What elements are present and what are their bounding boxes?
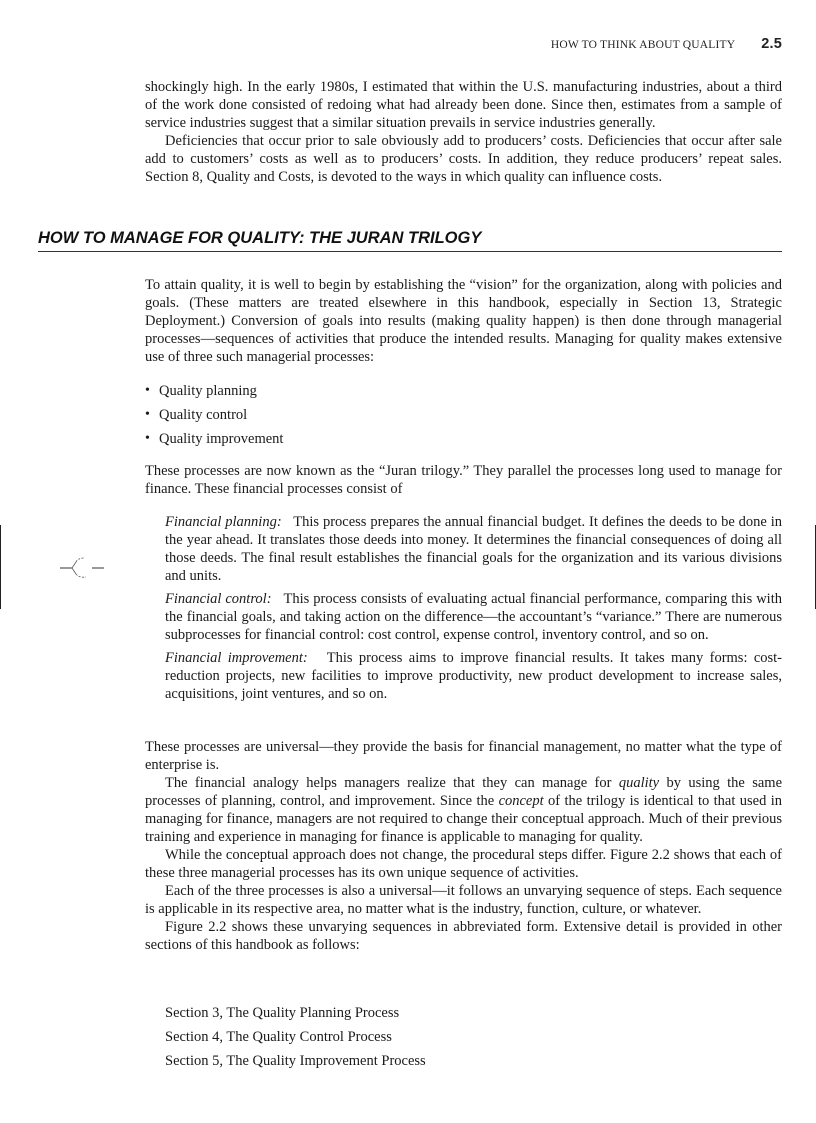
- universal-paragraph: These processes are universal—they provide the basis for financial management, no matter what the type of enterprise is.: [145, 739, 782, 773]
- left-edge-mark: [0, 525, 1, 609]
- bullet-label: Quality improvement: [159, 431, 284, 447]
- list-item: [145, 430, 782, 454]
- running-title: HOW TO THINK ABOUT QUALITY: [550, 39, 736, 51]
- list-item: Section 4, The Quality Control Process: [165, 1029, 392, 1045]
- financial-planning-text: This process prepares the annual financial budget. It defines the deeds to be done in the year ahead. It translates those deeds into money. It determines the financial consequences of doing all those deeds. The final result establishes the financial goals for the organization and its various divisions and units.: [165, 514, 783, 584]
- financial-control-text: This process consists of evaluating actual financial performance, comparing this with the financial goals, and taking action on the difference—the accountant’s “variance.” There are numerous subprocesses for financial control: cost control, expense control, inventory control, and so on.: [165, 591, 782, 643]
- bullet-icon: •: [145, 407, 150, 422]
- procedural-paragraph: While the conceptual approach does not change, the procedural steps differ. Figure 2.2 shows that each of these three managerial processes has its own unique sequence of activities.: [145, 847, 782, 881]
- analogy-text-c: of the trilogy is identical to that used in managing for finance, managers are not required to change their conceptual approach. Much of their previous training and experience in managing for finance is applicable to managing for quality.: [145, 793, 783, 845]
- list-item: Section 5, The Quality Improvement Process: [165, 1053, 426, 1069]
- financial-planning-item: [165, 513, 782, 585]
- trilogy-paragraph-1: To attain quality, it is well to begin by establishing the “vision” for the organization, along with policies and goals. (These matters are treated elsewhere in this handbook, especially in Section 13, Strategic Deployment.) Conversion of goals into results (making quality happen) is then done through managerial processes—sequences of activities that produce the intended results. Managing for quality makes extensive use of three such managerial processes:: [145, 277, 782, 365]
- trilogy-paragraph-2: These processes are now known as the “Juran trilogy.” They parallel the processes long used to manage for finance. These financial processes consist of: [145, 463, 782, 497]
- financial-improvement-text: This process aims to improve financial results. It takes many forms: cost-reduction projects, new facilities to improve productivity, new product development to increase sales, acquisitions, joint ventures, and so on.: [165, 650, 783, 702]
- intro-text: [145, 78, 782, 186]
- analogy-text-a: The financial analogy helps managers realize that they can manage for: [165, 775, 619, 791]
- analogy-text-b: by using the same processes of planning, control, and improvement. Since the: [145, 775, 783, 809]
- trilogy-body: [145, 738, 782, 954]
- intro-paragraph-2: Deficiencies that occur prior to sale obviously add to producers’ costs. Deficiencies that occur after sale add to customers’ costs as well as to producers’ costs. In addition, they reduce producers’ repeat sales. Section 8, Quality and Costs, is devoted to the ways in which quality can influence costs.: [145, 133, 782, 185]
- finance-intro: [145, 462, 782, 498]
- trilogy-intro: [145, 276, 782, 366]
- financial-improvement-item: [165, 649, 782, 703]
- bullet-label: Quality planning: [159, 383, 257, 399]
- section-heading: HOW TO MANAGE FOR QUALITY: THE JURAN TRILOGY: [38, 229, 782, 252]
- bullet-list: [145, 382, 782, 454]
- list-item: [145, 406, 782, 430]
- page-number: 2.5: [761, 36, 782, 52]
- financial-control-term: Financial control:: [165, 591, 272, 607]
- process-bullets: [145, 382, 782, 454]
- bullet-icon: •: [145, 431, 150, 446]
- list-item: [145, 382, 782, 406]
- list-item: Section 3, The Quality Planning Process: [165, 1005, 400, 1021]
- financial-processes: [145, 513, 782, 708]
- running-header: [551, 36, 782, 52]
- bullet-icon: •: [145, 383, 150, 398]
- bullet-label: Quality control: [159, 407, 248, 423]
- analogy-emphasis-quality: quality: [618, 775, 660, 791]
- registration-mark-icon: [58, 553, 106, 583]
- analogy-paragraph: [145, 774, 782, 846]
- financial-planning-term: Financial planning:: [165, 514, 282, 530]
- figure-reference-paragraph: Figure 2.2 shows these unvarying sequences in abbreviated form. Extensive detail is provided in other sections of this handbook as follows:: [145, 919, 782, 953]
- section-references: [145, 1004, 782, 1076]
- financial-control-item: [165, 590, 782, 644]
- intro-paragraph-1: shockingly high. In the early 1980s, I estimated that within the U.S. manufacturing industries, about a third of the work done consisted of redoing what had already been done. Since then, estimates from a sample of service industries suggest that a similar situation prevails in service industries generally.: [145, 79, 782, 131]
- financial-improvement-term: Financial improvement:: [165, 650, 308, 666]
- analogy-emphasis-concept: concept: [498, 793, 544, 809]
- universal-steps-paragraph: Each of the three processes is also a universal—it follows an unvarying sequence of steps. Each sequence is applicable in its respective area, no matter what is the industry, function, culture, or whatever.: [145, 883, 782, 917]
